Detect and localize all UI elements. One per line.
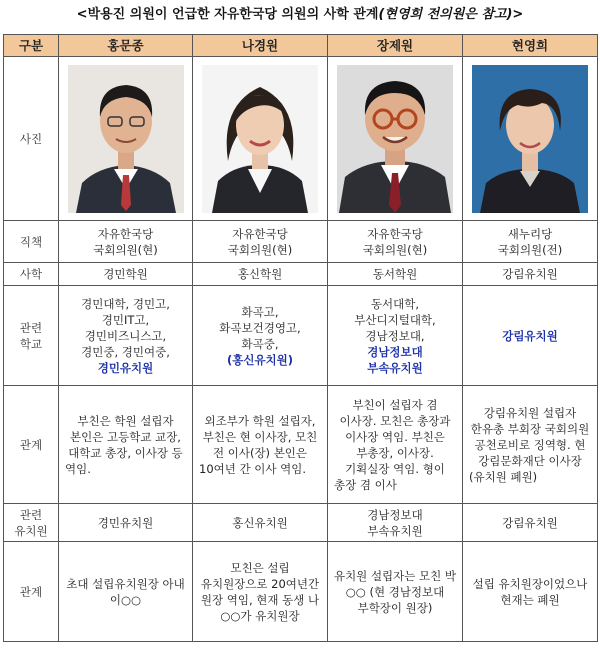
comparison-table: [3, 34, 598, 642]
relation2-na: 모친은 설립 유치원장으로 20여년간 원장 역임, 현재 동생 나○○가 유치원장: [193, 542, 328, 642]
relation2-row: [4, 542, 598, 642]
relation-jang: 부친이 설립자 겸 이사장. 모친은 총장과 이사장 역임. 부친은 부총장, 이사장. 기획실장 역임. 형이 총장 겸 이사: [328, 386, 463, 504]
kinder-hong: 경민유치원: [59, 504, 193, 542]
relation-na: 외조부가 학원 설립자, 부친은 현 이사장, 모친 전 이사(장) 본인은 10여년 간 이사 역임.: [193, 386, 328, 504]
related-school-na: 화곡고, 화곡보건경영고, 화곡중, (홍신유치원): [193, 286, 328, 386]
relation-row: [4, 386, 598, 504]
position-jang: 자유한국당 국회의원(현): [328, 221, 463, 263]
portrait-photo-jang: [337, 65, 453, 213]
related-kinder-row: [4, 504, 598, 542]
row-label-relation: 관계: [4, 386, 59, 504]
row-label-related-school: 관련 학교: [4, 286, 59, 386]
header-row: [4, 35, 598, 57]
header-jang: 장제원: [328, 35, 463, 57]
related-school-jang: 동서대학, 부산디지털대학, 경남정보대, 경남정보대 부속유치원: [328, 286, 463, 386]
header-hong: 홍문종: [59, 35, 193, 57]
relation-hyun: 강림유치원 설립자 한유총 부회장 국회의원 공천로비로 징역형. 현 강림문화재단 이사장 (유치원 폐원): [463, 386, 598, 504]
kinder-na: 홍신유치원: [193, 504, 328, 542]
related-school-hyun: 강림유치원: [463, 286, 598, 386]
relation2-hong: 초대 설립유치원장 아내 이○○: [59, 542, 193, 642]
kinder-jang: 경남정보대 부속유치원: [328, 504, 463, 542]
school-na: 홍신학원: [193, 263, 328, 286]
related-school-row: [4, 286, 598, 386]
position-hong: 자유한국당 국회의원(현): [59, 221, 193, 263]
header-na: 나경원: [193, 35, 328, 57]
portrait-photo-hyun: [472, 65, 588, 213]
relation-hong: 부친은 학원 설립자 본인은 고등학교 교장, 대학교 총장, 이사장 등 역임.: [59, 386, 193, 504]
row-label-photo: 사진: [4, 57, 59, 221]
relation2-hyun: 설립 유치원장이었으나 현재는 폐원: [463, 542, 598, 642]
row-label-position: 직책: [4, 221, 59, 263]
position-row: [4, 221, 598, 263]
row-label-school: 사학: [4, 263, 59, 286]
row-label-related-kinder: 관련 유치원: [4, 504, 59, 542]
kinder-hyun: 강림유치원: [463, 504, 598, 542]
school-jang: 동서학원: [328, 263, 463, 286]
page-title: <박용진 의원이 언급한 자유한국당 의원의 사학 관계(현영희 전의원은 참고)>: [76, 7, 524, 22]
position-na: 자유한국당 국회의원(현): [193, 221, 328, 263]
school-hyun: 강림유치원: [463, 263, 598, 286]
position-hyun: 새누리당 국회의원(전): [463, 221, 598, 263]
row-label-relation2: 관계: [4, 542, 59, 642]
header-hyun: 현영희: [463, 35, 598, 57]
related-school-hong: 경민대학, 경민고, 경민IT고, 경민비즈니스고, 경민중, 경민여중, 경민유치원: [59, 286, 193, 386]
portrait-photo-na: [202, 65, 318, 213]
school-row: [4, 263, 598, 286]
school-hong: 경민학원: [59, 263, 193, 286]
photo-row: [4, 57, 598, 221]
header-category: 구분: [4, 35, 59, 57]
portrait-photo-hong: [68, 65, 184, 213]
relation2-jang: 유치원 설립자는 모친 박○○ (현 경남정보대 부학장이 원장): [328, 542, 463, 642]
